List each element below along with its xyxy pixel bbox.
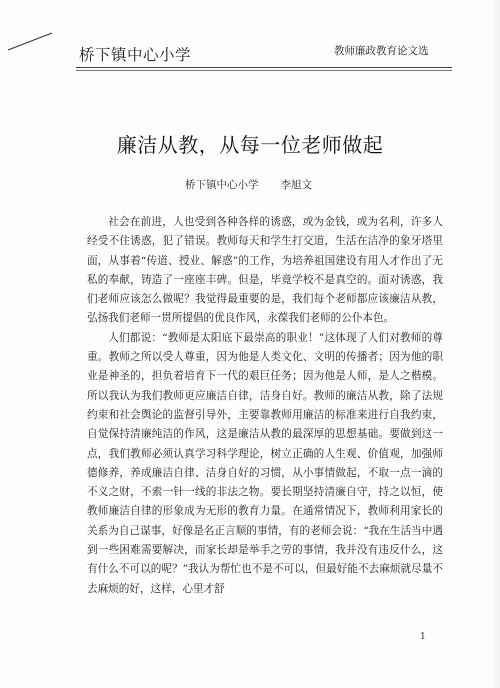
header-rule (76, 67, 452, 68)
header-school-name: 桥下镇中心小学 (79, 46, 192, 64)
paragraph-2: 人们都说：“教师是太阳底下最崇高的职业！”这体现了人们对教师的尊重。教师之所以受人尊重，因为他是人类文化、文明的传播者；因为他的职业是神圣的，担负着培育下一代的艰巨任务；因为他是人师，是人之楷模。所以我认为我们教师更应廉洁自律，洁身自好。教师的廉洁从教，除了法规约束和社会舆论的监督引导外，主要靠教师用廉洁的标准来进行自我约束，自觉保持清廉纯洁的作风，这是廉洁从教的最深厚的思想基础。要做到这一点，我们教师必须认真学习科学理论，树立正确的人生观、价值观，加强师德修养，养成廉洁自律、洁身自好的习惯，从小事情做起，不取一点一滴的不义之财，不索一针一线的非法之物。要长期坚持清廉自守，持之以恒，使教师廉洁自律的形象成为无形的教育力量。在通常情况下，教师利用家长的关系为自己谋事，好像是名正言顺的事情，有的老师会说：“我在生活当中遇到一些困难需要解决，而家长却是举手之劳的事情，我并没有违反什么，这有什么不可以的呢？”我认为帮忙也不是不可以，但最好能不去麻烦就尽量不去麻烦的好，这样，心里才舒 (87, 331, 443, 595)
paragraph-1: 社会在前进，人也受到各种各样的诱惑，或为金钱，或为名利，许多人经受不住诱惑，犯了错误。教师每天和学生打交道，生活在洁净的象牙塔里面，从事着“传道、授业、解惑”的工作，为培养祖国建设有用人才作出了无私的奉献，铸造了一座座丰碑。但是，毕竟学校不是真空的。面对诱惑，我们老师应该怎么做呢？我觉得最重要的是，我们每个老师都应该廉洁从教，弘扬我们老师一贯所提倡的优良作风，永葆我们老师的公仆本色。 (87, 216, 443, 325)
byline-author: 李旭文 (280, 179, 312, 191)
byline (185, 177, 312, 192)
page-number: 1 (420, 632, 426, 642)
header-rule-secondary (76, 70, 452, 71)
article-body (87, 213, 443, 599)
pen-stroke-mark (6, 30, 54, 52)
article-title: 廉洁从教，从每一位老师做起 (116, 133, 384, 157)
header-collection-title: 教师廉政教育论文选 (334, 45, 429, 57)
scan-edge-shadow (492, 0, 500, 688)
byline-school: 桥下镇中心小学 (185, 179, 259, 191)
